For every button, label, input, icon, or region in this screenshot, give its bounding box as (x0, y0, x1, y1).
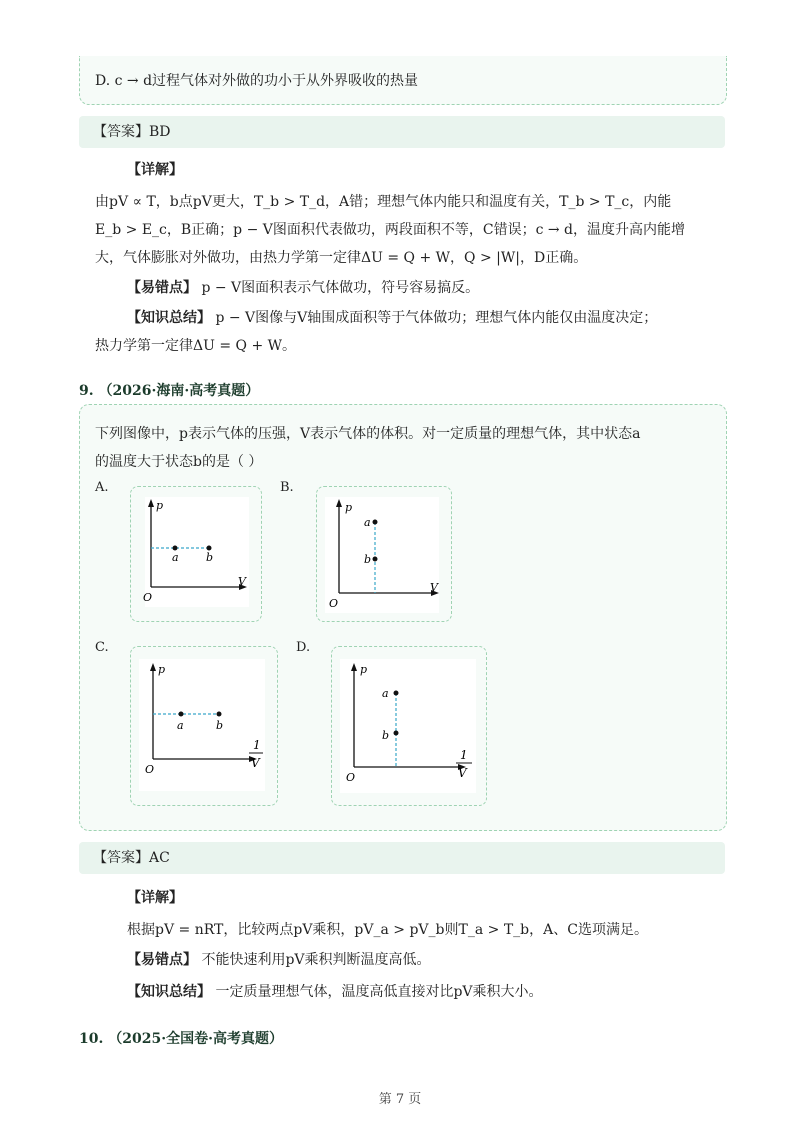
q9-detail-label: 【详解】 (127, 890, 183, 906)
point-b-label: b (382, 729, 390, 742)
option-a-graph (131, 487, 261, 621)
y-axis-label: p (360, 663, 368, 676)
q9-stem-line-1: 下列图像中，p表示气体的压强，V表示气体的体积。对一定质量的理想气体，其中状态a (95, 426, 641, 442)
option-d-figure-box[interactable] (331, 646, 487, 806)
origin-label: O (346, 771, 356, 784)
detail-line-1: 由pV ∝ T，b点pV更大，T_b > T_d，A错；理想气体内能只和温度有关，T_b > T_c，内能 (95, 194, 672, 210)
point-b-label: b (216, 719, 224, 732)
option-b-label[interactable]: B. (280, 480, 294, 495)
point-b-label: b (364, 553, 372, 566)
point-a-label: a (172, 551, 179, 564)
option-b-graph (317, 487, 451, 621)
x-axis-label-numerator: 1 (253, 738, 261, 752)
y-axis-label: p (158, 663, 166, 676)
summary-line-1: p − V图像与V轴围成面积等于气体做功；理想气体内能仅由温度决定； (215, 310, 658, 326)
point-b (394, 731, 399, 736)
question-9-header: 9. （2026·海南·高考真题） (79, 383, 260, 399)
option-a-figure-box[interactable] (130, 486, 262, 622)
q9-pitfall-row (127, 950, 431, 970)
detail-line-2: E_b > E_c，B正确；p − V图面积代表做功，两段面积不等，C错误；c → d，温度升高内能增 (95, 222, 686, 238)
summary-label: 【知识总结】 (127, 310, 211, 326)
point-a (179, 712, 184, 717)
figure-bg (325, 497, 439, 613)
page-number: 第 7 页 (378, 1092, 422, 1107)
y-axis-label: p (345, 501, 353, 514)
x-axis-label-denominator: V (251, 756, 260, 770)
origin-label: O (329, 597, 339, 610)
option-b-figure-box[interactable] (316, 486, 452, 622)
detail-label: 【详解】 (127, 162, 183, 178)
q9-summary-row (127, 982, 543, 1002)
q9-pitfall-label: 【易错点】 (127, 952, 197, 968)
x-axis-label-numerator: 1 (460, 748, 468, 762)
figure-bg (340, 659, 476, 793)
q9-pitfall-text: 不能快速利用pV乘积判断温度高低。 (201, 952, 431, 968)
point-a (373, 520, 378, 525)
q9-summary-text: 一定质量理想气体，温度高低直接对比pV乘积大小。 (215, 984, 543, 1000)
x-axis-label: V (238, 575, 246, 588)
point-a (173, 546, 178, 551)
point-b-label: b (206, 551, 214, 564)
answer-bar-prev (79, 116, 725, 148)
point-b (217, 712, 222, 717)
pitfall-text: p − V图面积表示气体做功，符号容易搞反。 (201, 280, 480, 296)
figure-bg (145, 497, 249, 607)
point-a-label: a (364, 516, 371, 529)
point-a-label: a (382, 687, 389, 700)
q9-detail-text: 根据pV = nRT，比较两点pV乘积，pV_a > pV_b则T_a > T_b，A、C选项满足。 (127, 922, 648, 938)
option-c-figure-box[interactable] (130, 646, 278, 806)
question-10-header: 10. （2025·全国卷·高考真题） (79, 1031, 283, 1047)
option-c-label[interactable]: C. (95, 640, 109, 655)
answer-label: 【答案】AC (93, 850, 170, 866)
pitfall-row (127, 278, 479, 298)
option-d-text: D. c → d过程气体对外做的功小于从外界吸收的热量 (95, 73, 419, 89)
option-d-label[interactable]: D. (296, 640, 311, 655)
answer-label: 【答案】BD (93, 124, 171, 140)
x-axis-label: V (430, 581, 438, 594)
point-a-label: a (177, 719, 184, 732)
detail-line-3: 大，气体膨胀对外做功，由热力学第一定律ΔU = Q + W，Q > |W|，D正确。 (95, 250, 588, 266)
summary-line-2: 热力学第一定律ΔU = Q + W。 (95, 338, 297, 354)
q9-summary-label: 【知识总结】 (127, 984, 211, 1000)
option-c-graph (131, 647, 277, 805)
figure-bg (139, 659, 265, 791)
y-axis-label: p (156, 499, 164, 512)
point-a (394, 691, 399, 696)
option-a-label[interactable]: A. (95, 480, 109, 495)
point-b (207, 546, 212, 551)
summary-row (127, 308, 657, 328)
q9-stem-line-2: 的温度大于状态b的是（ ） (95, 454, 263, 470)
origin-label: O (143, 591, 153, 604)
point-b (373, 557, 378, 562)
option-d-graph (332, 647, 486, 805)
answer-bar-q9 (79, 842, 725, 874)
pitfall-label: 【易错点】 (127, 280, 197, 296)
origin-label: O (145, 763, 155, 776)
x-axis-label-denominator: V (458, 766, 467, 780)
